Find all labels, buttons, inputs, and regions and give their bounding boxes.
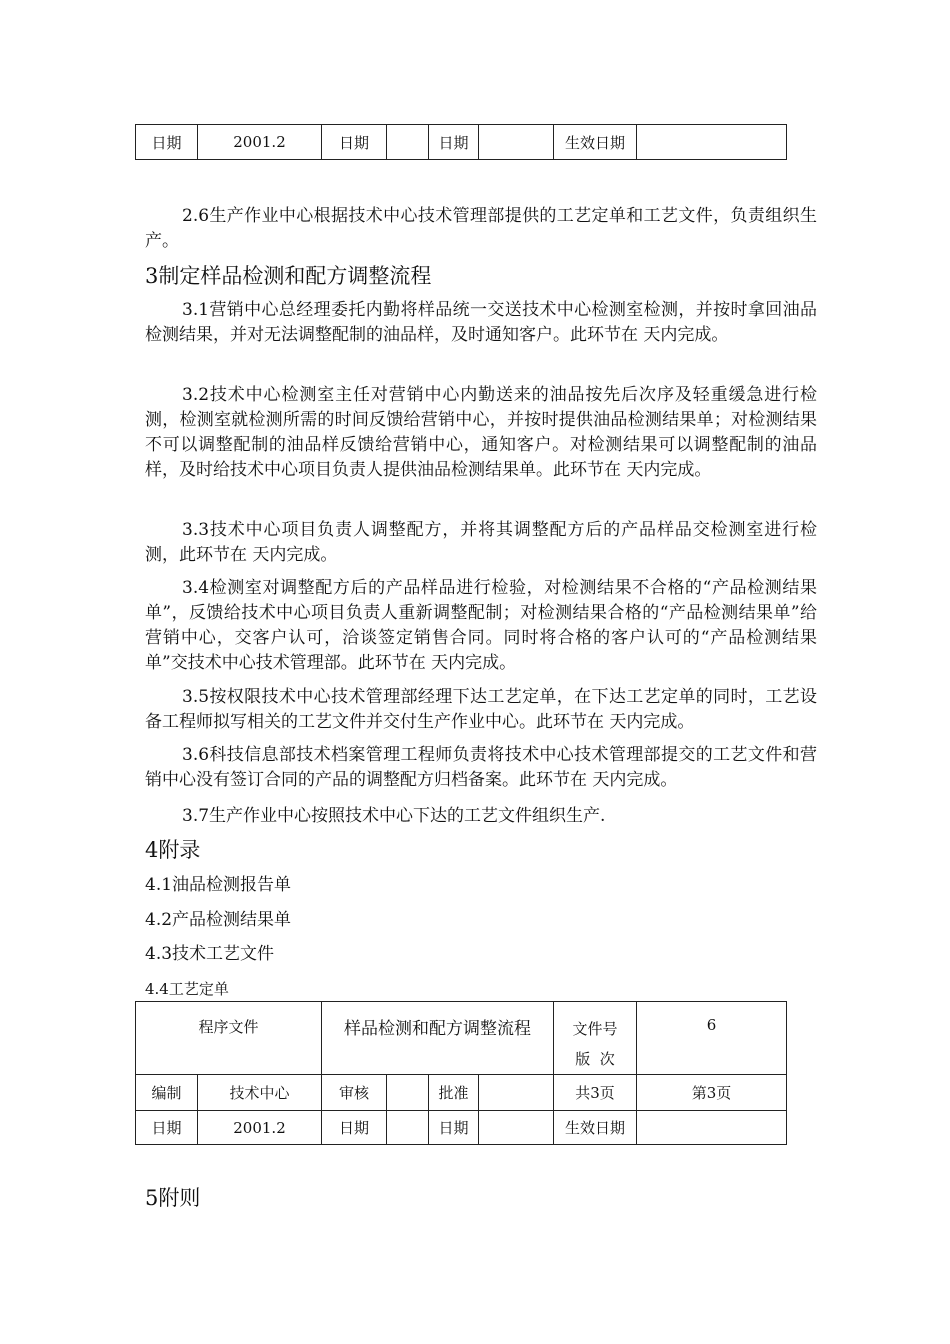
- compile-row: [136, 1075, 787, 1111]
- paragraph-3-4: 3.4检测室对调整配方后的产品样品进行检验，对检测结果不合格的“产品检测结果单”，反馈给技术中心项目负责人重新调整配制；对检测结果合格的“产品检测结果单”给营销中心，交客户认可，洽谈签定销售合同。同时将合格的客户认可的“产品检测结果单”交技术中心技术管理部。此环节在 天内完成。: [145, 578, 817, 673]
- version-label: 版 次: [575, 1050, 615, 1068]
- approve-date-label: 日期: [429, 125, 479, 160]
- doc-type: 程序文件: [136, 1002, 322, 1075]
- paragraph-3-3: 3.3技术中心项目负责人调整配方，并将其调整配方后的产品样品交检测室进行检测，此环节在 天内完成。: [145, 520, 817, 565]
- doc-number-label: 文件号: [572, 1020, 618, 1038]
- compiled-by-value: 技术中心: [198, 1075, 322, 1111]
- effective-date-value: [637, 125, 787, 160]
- section-3-heading: 3制定样品检测和配方调整流程: [145, 264, 432, 288]
- header-date-table: [135, 124, 787, 160]
- date-value: 2001.2: [198, 1111, 322, 1145]
- reviewed-by-value: [387, 1075, 429, 1111]
- effective-date-label: 生效日期: [554, 1111, 637, 1145]
- date-value: 2001.2: [198, 125, 322, 160]
- approved-by-value: [479, 1075, 554, 1111]
- review-date-value: [387, 1111, 429, 1145]
- title-row: [136, 1002, 787, 1075]
- section-4-heading: 4附录: [145, 838, 201, 862]
- appendix-4-4: 4.4工艺定单: [145, 980, 229, 998]
- paragraph-3-5: 3.5按权限技术中心技术管理部经理下达工艺定单，在下达工艺定单的同时，工艺设备工程师拟写相关的工艺文件并交付生产作业中心。此环节在 天内完成。: [145, 687, 817, 732]
- effective-date-value: [637, 1111, 787, 1145]
- paragraph-2-6: 2.6生产作业中心根据技术中心技术管理部提供的工艺定单和工艺文件，负责组织生产。: [145, 206, 817, 251]
- effective-date-label: 生效日期: [554, 125, 637, 160]
- paragraph-3-1: 3.1营销中心总经理委托内勤将样品统一交送技术中心检测室检测，并按时拿回油品检测结果，并对无法调整配制的油品样，及时通知客户。此环节在 天内完成。: [145, 300, 817, 345]
- doc-number-value: 6: [637, 1002, 787, 1075]
- paragraph-3-6: 3.6科技信息部技术档案管理工程师负责将技术中心技术管理部提交的工艺文件和营销中心没有签订合同的产品的调整配方归档备案。此环节在 天内完成。: [145, 745, 817, 790]
- appendix-4-2: 4.2产品检测结果单: [145, 910, 292, 930]
- review-date-label: 日期: [322, 125, 387, 160]
- date-row-bottom: [136, 1111, 787, 1145]
- section-5-heading: 5附则: [145, 1186, 201, 1210]
- total-pages: 共3页: [554, 1075, 637, 1111]
- review-date-value: [387, 125, 429, 160]
- date-row: [136, 125, 787, 160]
- paragraph-3-7: 3.7生产作业中心按照技术中心下达的工艺文件组织生产.: [182, 806, 606, 826]
- appendix-4-1: 4.1油品检测报告单: [145, 875, 292, 895]
- doc-number-version-cell: [554, 1002, 637, 1075]
- approve-date-value: [479, 125, 554, 160]
- approve-date-value: [479, 1111, 554, 1145]
- compiled-by-label: 编制: [136, 1075, 198, 1111]
- approved-by-label: 批准: [429, 1075, 479, 1111]
- page-number: 第3页: [637, 1075, 787, 1111]
- approve-date-label: 日期: [429, 1111, 479, 1145]
- document-info-table: [135, 1001, 787, 1145]
- date-label: 日期: [136, 1111, 198, 1145]
- doc-title: 样品检测和配方调整流程: [322, 1002, 554, 1075]
- appendix-4-3: 4.3技术工艺文件: [145, 944, 275, 964]
- reviewed-by-label: 审核: [322, 1075, 387, 1111]
- review-date-label: 日期: [322, 1111, 387, 1145]
- date-label: 日期: [136, 125, 198, 160]
- paragraph-3-2: 3.2技术中心检测室主任对营销中心内勤送来的油品按先后次序及轻重缓急进行检测，检测室就检测所需的时间反馈给营销中心，并按时提供油品检测结果单；对检测结果不可以调整配制的油品样反馈给营销中心，通知客户。对检测结果可以调整配制的油品样，及时给技术中心项目负责人提供油品检测结果单。此环节在 天内完成。: [145, 385, 817, 480]
